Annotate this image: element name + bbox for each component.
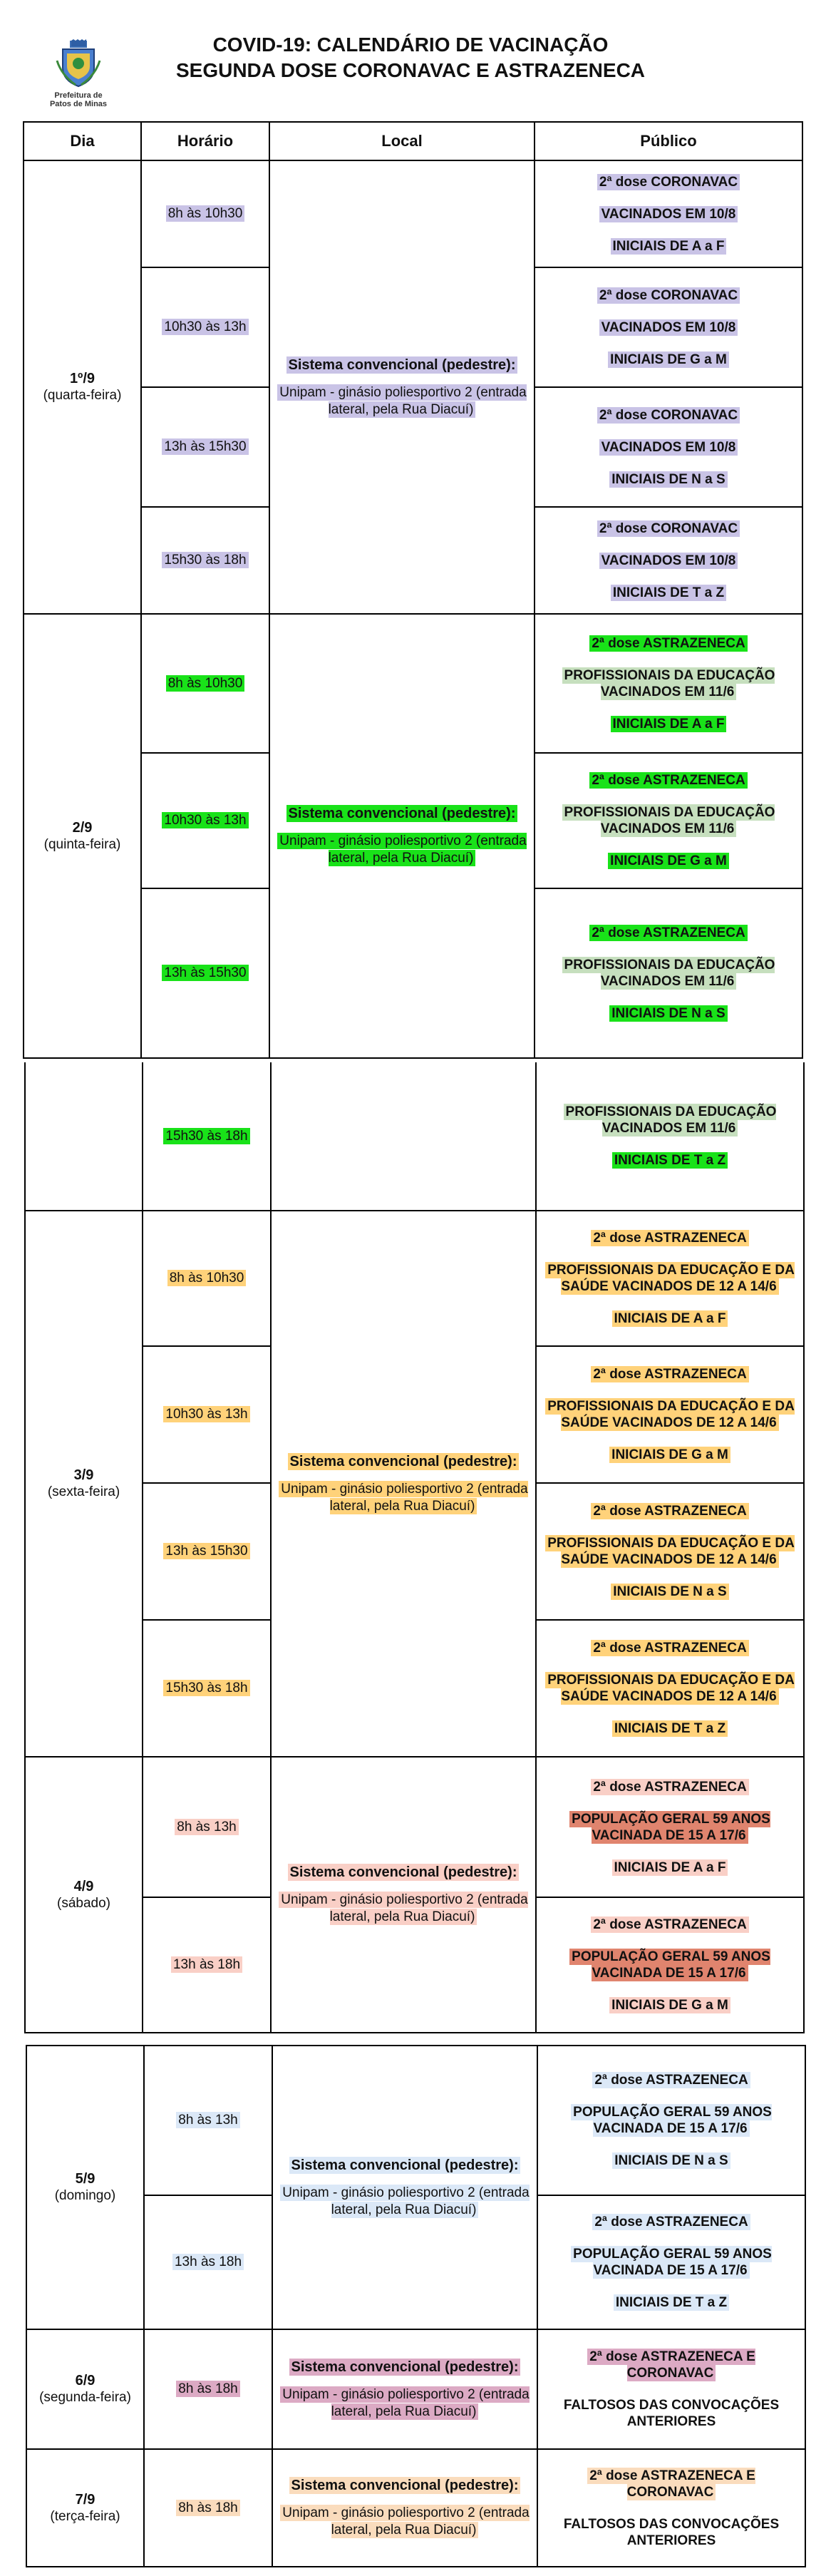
time-label: 15h30 às 18h [163,1680,249,1696]
dose-label: 2ª dose ASTRAZENECA [592,2214,750,2230]
dose-label: 2ª dose ASTRAZENECA [592,2072,750,2088]
time-label: 13h às 18h [172,2254,244,2270]
group-label: POPULAÇÃO GERAL 59 ANOS VACINADA DE 15 A 17/6 [569,1811,770,1844]
dose-label: 2ª dose CORONAVAC [597,407,740,424]
group-label: FALTOSOS DAS CONVOCAÇÕES ANTERIORES [563,2516,780,2548]
location-title: Sistema convencional (pedestre): [289,2477,521,2494]
location-body: Unipam - ginásio poliesportivo 2 (entrada lateral, pela Rua Diacuí) [280,2505,529,2538]
time-cell [141,387,269,507]
group-label: PROFISSIONAIS DA EDUCAÇÃO VACINADOS EM 11/6 [562,667,775,700]
initials-label: INICIAIS DE A a F [612,1859,728,1876]
day-date: 1º/9 [69,371,95,386]
time-cell [141,507,269,614]
table-header-row [24,122,802,160]
time-label: 13h às 18h [171,1956,242,1973]
public-cell [537,2046,805,2195]
dose-label: 2ª dose ASTRAZENECA E CORONAVAC [587,2349,755,2381]
initials-label: INICIAIS DE T a Z [612,1152,728,1169]
location-title: Sistema convencional (pedestre): [286,805,518,822]
time-cell [141,888,269,1058]
location-cell-continued [271,1062,536,1211]
dose-label: 2ª dose ASTRAZENECA [591,1503,748,1519]
public-cell [535,387,802,507]
location-title: Sistema convencional (pedestre): [289,2359,521,2376]
time-label: 13h às 15h30 [163,1543,249,1559]
public-cell [536,1757,804,1897]
dose-label: 2ª dose ASTRAZENECA E CORONAVAC [587,2468,755,2500]
public-cell [535,507,802,614]
public-cell [535,753,802,888]
group-label: PROFISSIONAIS DA EDUCAÇÃO VACINADOS EM 11/6 [562,957,775,990]
table-row [25,1757,804,1897]
public-cell [535,888,802,1058]
time-label: 13h às 15h30 [162,965,248,981]
location-body: Unipam - ginásio poliesportivo 2 (entrada lateral, pela Rua Diacuí) [277,384,526,418]
group-label: PROFISSIONAIS DA EDUCAÇÃO VACINADOS EM 11/6 [564,1104,777,1136]
table-row [24,160,802,267]
time-label: 8h às 18h [176,2500,239,2516]
day-weekday: (segunda-feira) [39,2390,131,2405]
public-cell [537,2329,805,2449]
public-cell [535,267,802,387]
title-line1: COVID-19: CALENDÁRIO DE VACINAÇÃO [212,34,609,56]
group-label: VACINADOS EM 10/8 [599,206,738,222]
public-cell [536,1062,804,1211]
group-label: POPULAÇÃO GERAL 59 ANOS VACINADA DE 15 A 17/6 [571,2246,772,2279]
schedule-page-3 [26,2045,805,2567]
day-weekday: (quarta-feira) [43,388,122,403]
dose-label: 2ª dose ASTRAZENECA [589,772,747,789]
time-cell [143,1346,271,1483]
location-body: Unipam - ginásio poliesportivo 2 (entrada lateral, pela Rua Diacuí) [280,2185,529,2218]
initials-label: INICIAIS DE G a M [608,351,729,368]
initials-label: INICIAIS DE G a M [608,853,729,869]
day-cell-continued [25,1062,143,1211]
time-cell [144,2449,272,2567]
public-cell [535,160,802,267]
time-cell [141,160,269,267]
dose-label: 2ª dose ASTRAZENECA [589,925,747,941]
dose-label: 2ª dose CORONAVAC [597,287,740,304]
day-cell [24,160,141,614]
col-header-publico: Público [535,122,802,160]
table-row [26,2329,805,2449]
schedule-page-2 [24,1062,803,2033]
time-label: 8h às 10h30 [167,1270,247,1286]
location-cell [272,2329,537,2449]
initials-label: INICIAIS DE T a Z [612,1720,728,1737]
page-header [0,0,821,121]
public-cell [536,1620,804,1757]
location-cell [271,1211,536,1757]
group-label: VACINADOS EM 10/8 [599,553,738,569]
time-cell [144,2046,272,2195]
schedule-table [23,121,803,1059]
initials-label: INICIAIS DE A a F [611,716,727,732]
day-date: 2/9 [72,819,93,836]
public-cell [536,1897,804,2033]
dose-label: 2ª dose ASTRAZENECA [591,1230,748,1246]
day-cell [26,2046,144,2329]
day-cell [26,2449,144,2567]
day-date: 4/9 [73,1878,94,1894]
time-label: 15h30 às 18h [163,1128,249,1144]
table-row [26,2449,805,2567]
col-header-horario: Horário [141,122,269,160]
day-weekday: (sexta-feira) [47,1484,120,1499]
location-body: Unipam - ginásio poliesportivo 2 (entrada lateral, pela Rua Diacuí) [279,1892,527,1925]
group-label: POPULAÇÃO GERAL 59 ANOS VACINADA DE 15 A 17/6 [571,2104,772,2137]
time-cell [141,614,269,753]
schedule-page-1 [23,121,802,1059]
time-cell [144,2195,272,2329]
initials-label: INICIAIS DE A a F [611,238,727,255]
location-cell [272,2449,537,2567]
time-cell [143,1483,271,1620]
day-cell [26,2329,144,2449]
group-label: PROFISSIONAIS DA EDUCAÇÃO E DA SAÚDE VACINADOS DE 12 A 14/6 [545,1262,795,1295]
time-cell [144,2329,272,2449]
time-cell [143,1897,271,2033]
group-label: PROFISSIONAIS DA EDUCAÇÃO E DA SAÚDE VACINADOS DE 12 A 14/6 [545,1398,795,1431]
time-cell [141,267,269,387]
group-label: PROFISSIONAIS DA EDUCAÇÃO E DA SAÚDE VACINADOS DE 12 A 14/6 [545,1672,795,1705]
initials-label: INICIAIS DE N a S [612,2152,730,2169]
day-weekday: (quinta-feira) [43,836,121,852]
time-label: 10h30 às 13h [162,812,248,828]
initials-label: INICIAIS DE N a S [611,1584,728,1600]
day-weekday: (terça-feira) [50,2508,120,2524]
initials-label: INICIAIS DE A a F [612,1310,728,1327]
location-body: Unipam - ginásio poliesportivo 2 (entrada lateral, pela Rua Diacuí) [280,2386,529,2420]
group-label: PROFISSIONAIS DA EDUCAÇÃO VACINADOS EM 11/6 [562,804,775,837]
time-label: 8h às 10h30 [166,205,245,222]
location-title: Sistema convencional (pedestre): [288,1864,520,1881]
title-line2: SEGUNDA DOSE CORONAVAC E ASTRAZENECA [175,59,646,81]
location-title: Sistema convencional (pedestre): [289,2157,521,2174]
dose-label: 2ª dose ASTRAZENECA [591,1779,748,1795]
table-row [26,2046,805,2195]
dose-label: 2ª dose CORONAVAC [597,520,740,537]
day-weekday: (domingo) [54,2188,116,2203]
day-cell [25,1757,143,2033]
time-label: 15h30 às 18h [162,552,248,568]
day-cell [24,614,141,1058]
location-cell [269,160,535,614]
initials-label: INICIAIS DE G a M [609,1997,730,2013]
location-body: Unipam - ginásio poliesportivo 2 (entrada lateral, pela Rua Diacuí) [277,833,526,866]
location-title: Sistema convencional (pedestre): [286,356,518,374]
logo-text-line1: Prefeitura de [54,91,103,100]
public-cell [536,1483,804,1620]
public-cell [536,1346,804,1483]
location-title: Sistema convencional (pedestre): [288,1453,520,1470]
public-cell [536,1211,804,1346]
initials-label: INICIAIS DE T a Z [611,585,726,601]
time-label: 13h às 15h30 [162,438,248,455]
time-cell [143,1062,271,1211]
group-label: PROFISSIONAIS DA EDUCAÇÃO E DA SAÚDE VACINADOS DE 12 A 14/6 [545,1535,795,1568]
initials-label: INICIAIS DE G a M [609,1447,730,1463]
page-title [0,32,821,83]
time-label: 10h30 às 13h [163,1406,249,1422]
logo-text-line2: Patos de Minas [49,100,108,108]
table-row [25,1062,804,1211]
time-cell [143,1757,271,1897]
initials-label: INICIAIS DE N a S [609,1005,727,1022]
time-label: 8h às 10h30 [166,675,245,692]
dose-label: 2ª dose ASTRAZENECA [591,1366,748,1382]
dose-label: 2ª dose CORONAVAC [597,174,740,190]
location-cell [269,614,535,1058]
group-label: VACINADOS EM 10/8 [599,319,738,336]
col-header-local: Local [269,122,535,160]
time-label: 8h às 13h [176,2112,239,2128]
public-cell [535,614,802,753]
schedule-table-continued [24,1062,805,2033]
day-date: 7/9 [75,2491,95,2508]
dose-label: 2ª dose ASTRAZENECA [589,635,747,652]
day-date: 3/9 [73,1467,94,1483]
public-cell [537,2449,805,2567]
group-label: POPULAÇÃO GERAL 59 ANOS VACINADA DE 15 A 17/6 [569,1949,770,1981]
col-header-dia: Dia [24,122,141,160]
day-date: 5/9 [75,2171,95,2187]
day-weekday: (sábado) [57,1895,110,1911]
dose-label: 2ª dose ASTRAZENECA [591,1640,748,1656]
schedule-table-continued-2 [26,2045,806,2567]
time-cell [143,1620,271,1757]
group-label: FALTOSOS DAS CONVOCAÇÕES ANTERIORES [563,2398,780,2429]
location-cell [272,2046,537,2329]
time-cell [143,1211,271,1346]
time-label: 10h30 às 13h [162,319,248,335]
day-cell [25,1211,143,1757]
time-cell [141,753,269,888]
time-label: 8h às 18h [176,2381,239,2397]
initials-label: INICIAIS DE T a Z [614,2294,729,2311]
table-row [24,614,802,753]
time-label: 8h às 13h [175,1819,238,1835]
table-row [25,1211,804,1346]
location-cell [271,1757,536,2033]
dose-label: 2ª dose ASTRAZENECA [591,1916,748,1933]
location-body: Unipam - ginásio poliesportivo 2 (entrada lateral, pela Rua Diacuí) [279,1481,527,1514]
public-cell [537,2195,805,2329]
group-label: VACINADOS EM 10/8 [599,439,738,456]
day-date: 6/9 [75,2373,95,2388]
initials-label: INICIAIS DE N a S [609,471,727,488]
